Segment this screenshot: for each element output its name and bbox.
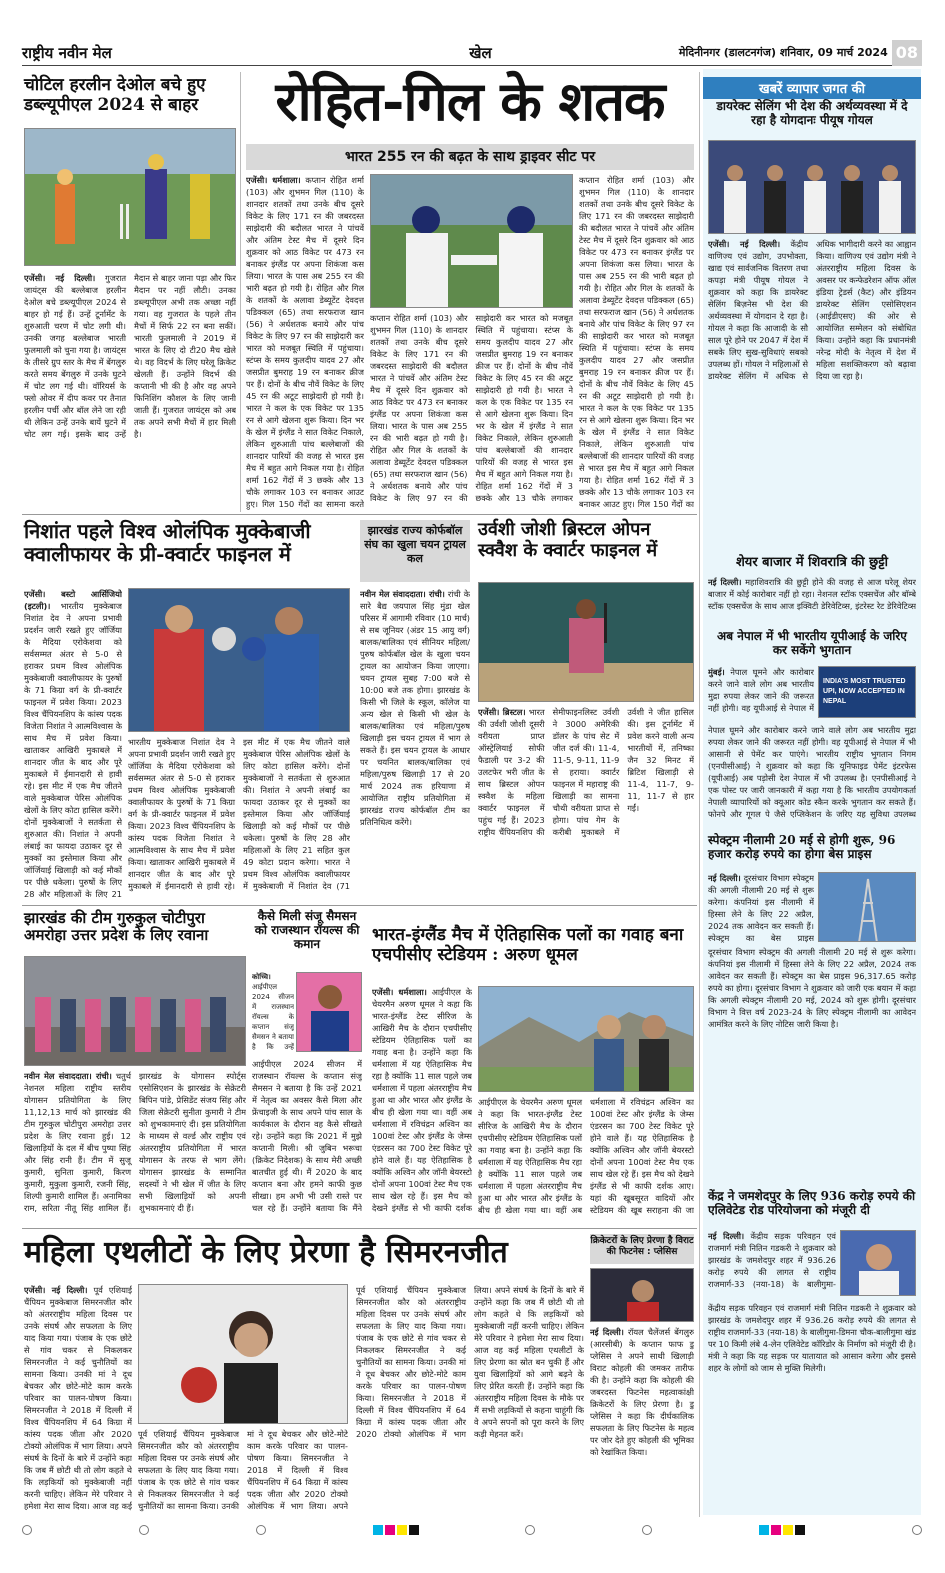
registration-mark-icon — [256, 1525, 266, 1535]
goyal-body — [708, 238, 916, 554]
highway-text-continued: केंद्रीय सड़क परिवहन एवं राजमार्ग मंत्री नितिन गडकरी ने शुक्रवार को झारखंड के जमशेदपुर शहर में 936.26 करोड़ रुपये की लागत से राष्ट्रीय राजमार्ग-33 (नया-18) के बालीगुमा-डिमना चौक-बालीगुमा खंड पर 10 किमी लंबे 4-लेन एलिवेटेड कॉरिडोर के निर्माण को मंजूरी दी है। मंत्री ने कहा कि यह सड़क पर यातायात को आसान करेगा और इससे शहर के लोगों को जाम से मुक्ति मिलेगी। — [708, 1303, 916, 1373]
urvashi-byline: एजेंसी। ब्रिस्टल। — [478, 707, 526, 717]
team-text: चतुर्थ नेशनल महिला राष्ट्रीय स्तरीय योगासन प्रतियोगिता के लिए 11,12,13 मार्च को झारखंड की टीम गुरुकुल चोटीपुरा अमरोहा उत्तर प्रदेश के लिए रवाना हुई। 12 खिलाड़ियों के दल में बीच पुष्पा सिंह और सिंह रानी हैं। टीम में सुजू कुमारी, सुनिता कुमारी, किरण कुमारी, मुकुला कुमारी, रजनी सिंह, शिल्पी कुमारी शामिल हैं। अनामिका राम, सरिता नीतू सिंह शामिल हैं। झारखंड के योगासन स्पोर्ट्स एसोसिएशन के झारखंड के सेक्रेटरी बिपिन पांडे, प्रेसिडेंट संजय सिंह और जिला सेक्रेटरी सुनीता कुमारी ने टीम को शुभकामनाएं दी। इस प्रतियोगिता के माध्यम से वर्ल्ड और राष्ट्रीय एवं अंतरराष्ट्रीय प्रतियोगिता में भारत योगासन के तरफ से भाग लेंगे। योगासन झारखंड के सम्मानित सदस्यों ने भी खेल में जीत के लिए सभी खिलाड़ियों को अपनी शुभकामनाएं दी हैं। — [24, 1071, 246, 1213]
registration-mark-icon — [139, 1525, 149, 1535]
upi-headline: अब नेपाल में भी भारतीय यूपीआई के जरिए कर सकेंगे भुगतान — [717, 629, 907, 657]
upi-text: नेपाल घूमने और कारोबार करने जाने वाले लोग अब भारतीय मुद्रा रुपया लेकर जाने की जरूरत नहीं होगी। वह यूपीआई से नेपाल में — [708, 667, 814, 713]
simran-photo — [138, 1284, 348, 1424]
simran-body-left — [24, 1284, 132, 1512]
dharamshala-text-continued: आईपीएल के चेयरमैन अरुण धूमल ने कहा कि भारत-इंग्लैंड टेस्ट सीरिज के आखिरी मैच के दौरान एचपीसीए स्टेडियम ऐतिहासिक पलों का गवाह बना है। उन्होंने कहा कि धर्मशाला में यह ऐतिहासिक मैच रहा है क्योंकि 11 साल पहले जब धर्मशाला में पहला अंतरराष्ट्रीय मैच हुआ था और भारत और इंग्लैंड के बीच ही खेला गया था। वहीं अब धर्मशाला में रविचंद्रन अश्विन का 100वां टेस्ट और इंग्लैंड के जेम्स एंडरसन का 700 टेस्ट विकेट पूरे होने वाले हैं। यह ऐतिहासिक है क्योंकि अश्विन और जॉनी बेयरस्टो दोनों अपना 100वां टेस्ट मैच एक साथ खेल रहे हैं। इस मैच को देखने इंग्लैंड से भी काफी दर्शक आए। यहां की खूबसूरत वादियों और स्टेडियम की खूब सराहना की जा — [478, 1097, 694, 1215]
urvashi-headline: उर्वशी जोशी ब्रिस्टल ओपन स्क्वैश के क्वार्टर फाइनल में — [478, 519, 658, 561]
highway-headline: केंद्र ने जमशेदपुर के लिए 936 करोड़ रुपये की एलिवेटेड रोड परियोजना को मंजूरी दी — [708, 1189, 916, 1217]
print-registration-strip — [22, 1524, 922, 1536]
highway-photo — [840, 1230, 916, 1296]
page-number: 08 — [892, 40, 922, 66]
business-banner: खबरें व्यापार जगत की — [703, 77, 921, 99]
harleen-body — [24, 272, 236, 508]
dharamshala-headline: भारत-इंग्लैंड मैच में ऐतिहासिक पलों का गवाह बना एचपीसीए स्टेडियम : अरुण धूमल — [372, 925, 684, 965]
lead-text: कप्तान रोहित शर्मा (103) और शुभमन गिल (110) के शानदार शतकों तथा उनके बीच दूसरे विकेट के लिए 171 रन की जबरदस्त साझेदारी की बदौलत भारत ने पांचवें और अंतिम टेस्ट मैच में दूसरे दिन शुक्रवार को आठ विकेट पर 473 रन बनाकर इंग्लैंड पर अपना शिकंजा कस लिया। भारत के पास अब 255 रन की भारी बढ़त हो गयी है। रोहित और गिल के शतकों के अलावा डेब्यूटेंट देवदत्त पडिक्कल (65) तथा सरफराज खान (56) ने अर्धशतक बनाये और पांच विकेट के लिए 97 रन की साझेदारी कर भारत को मजबूत स्थिति में पहुंचाया। स्टंप्स के समय कुलदीप यादव 27 और जसप्रीत बुमराह 19 रन बनाकर क्रीज पर हैं। दोनों के बीच नौवें विकेट के लिए 45 रन की अटूट साझेदारी हो गयी है। भारत ने कल के एक विकेट पर 135 रन से आगे खेलना शुरू किया। दिन भर के खेल में इंग्लैंड ने सात विकेट निकाले, लेकिन शुरुआती पांच बल्लेबाजों की शानदार पारियों की वजह से भारत इस मैच में बहुत आगे निकल गया है। रोहित शर्मा 162 गेंदों में 3 छक्के और 13 चौके लगाकर 103 रन बनाकर आउट हुए। गिल 150 गेंदों का सामना करते — [246, 175, 364, 509]
lead-subhead: भारत 255 रन की बढ़त के साथ ड्राइवर सीट पर — [246, 144, 694, 170]
dharamshala-body-right — [478, 1096, 694, 1224]
highway-byline: नई दिल्ली। — [708, 1231, 745, 1241]
sanju-text-continued: आईपीएल 2024 सीजन में राजस्थान रॉयल्स के कप्तान संजू सैमसन ने बताया है कि उन्हें 2021 में नेतृत्व का अवसर कैसे मिला और फ्रेंचाइजी के साथ अपने पांच साल के कार्यकाल के दौरान वह कैसे सीखते रहे। उन्होंने कहा कि 2021 में मुझे कप्तानी मिली। श्री जुबिन भरूचा (क्रिकेट निदेशक) के साथ मेरी अच्छी बातचीत हुई थी। मैं 2020 के बाद कप्तान बना और हमने काफी कुछ सीखा। हम अभी भी उसी रास्ते पर चल रहे हैं। उन्होंने बताया कि मैंने — [252, 1059, 362, 1213]
registration-mark-icon — [22, 1525, 32, 1535]
simran-text-continued: पूर्व एशियाई चैंपियन मुक्केबाज सिमरनजीत कौर को अंतरराष्ट्रीय महिला दिवस पर उनके संघर्ष और सफलता के लिए याद किया गया। पंजाब के एक छोटे से गांव चकर से निकलकर सिमरनजीत ने कई चुनौतियों का सामना किया। उनकी मां ने दूध बेचकर और छोटे-मोटे काम करके परिवार का पालन-पोषण किया। सिमरनजीत ने 2018 में दिल्ली में विश्व चैंपियनशिप में 64 किग्रा में कांस्य पदक जीता और 2020 टोक्यो ओलंपिक में भाग लिया। अपने — [138, 1429, 348, 1511]
dharamshala-photo — [478, 986, 694, 1092]
lead-body-center — [370, 312, 573, 510]
highway-body — [708, 1302, 916, 1512]
lead-headline: रोहित-गिल के शतक — [275, 69, 665, 133]
urvashi-text: भारत की उर्वशी जोशी दूसरी वरीयता प्राप्त ऑस्ट्रेलियाई सोफी फैडाली पर 3-2 की उलटफेर भरी जीत के साथ ब्रिस्टल ओपन स्क्वैश के महिला क्वार्टर फाइनल में पहुंच गई हैं। 2023 राष्ट्रीय चैंपियनशिप की सेमीफाइनलिस्ट उर्वशी ने 3000 अमेरिकी डॉलर के पांच सेट में जीत दर्ज की। 11-4, 11-5, 9-11, 11-9 से हराया। क्वार्टर फाइनल में महाराष्ट्र की खिलाड़ी का सामना चौथी वरीयता प्राप्त से होगा। पांच गेम के करीबी मुकाबले में उर्वशी ने जीत हासिल की। इस टूर्नामेंट में प्रवेश करने वाली अन्य भारतीयों में, तनिष्का जैन 32 मिनट में ब्रिटिश खिलाड़ी से 11-4, 11-7, 9-11, 11-7 से हार गईं। — [478, 707, 694, 837]
registration-mark-icon — [525, 1525, 535, 1535]
goyal-text: केंद्रीय वाणिज्य एवं उद्योग, उपभोक्ता, खाद्य एवं सार्वजनिक वितरण तथा कपड़ा मंत्री पीयूष गोयल ने शुक्रवार को कहा कि डायरेक्ट सेलिंग बिज़नेस भी देश की अर्थव्यवस्था में योगदान दे रहा है। गोयल ने कहा कि आजादी के सौ साल पूरे होने पर 2047 में देश में सबके लिए सुख-सुविधाएं सबको उपलब्ध हों। गोयल ने महिलाओं से डायरेक्ट सेलिंग में अधिक से अधिक भागीदारी करने का आह्वान किया। वाणिज्य एवं उद्योग मंत्री ने अंतरराष्ट्रीय महिला दिवस के अवसर पर कन्फेडरेशन ऑफ ऑल इंडिया ट्रेडर्स (कैट) और इंडियन डायरेक्ट सेलिंग एसोसिएशन (आईडीएसए) की ओर से आयोजित सम्मेलन को संबोधित किया। उन्होंने कहा कि प्रधानमंत्री नरेन्द्र मोदी के नेतृत्व में देश में महिला सशक्तिकरण को बढ़ावा दिया जा रहा है। — [708, 239, 916, 381]
registration-mark-icon — [642, 1525, 652, 1535]
team-body — [24, 1070, 246, 1224]
harleen-byline: एजेंसी। नई दिल्ली। — [24, 273, 96, 283]
team-byline: नवीन मेल संवाददाता। रांची। — [24, 1071, 112, 1081]
upi-inset — [818, 666, 916, 718]
goyal-photo — [708, 140, 916, 234]
korfball-text: रांची के सारे बैद्य जयपाल सिंह मुंडा खेल परिसर में आगामी रविवार (10 मार्च) से सब जूनियर (अंडर 15 आयु वर्ग) बालक/बालिका एवं सीनियर महिला/पुरुष कोर्फबॉल खेल के खुला चयन ट्रायल का आयोजन किया जाएगा। चयन ट्रायल सुबह 7:00 बजे से 10:00 बजे तक होगा। झारखंड के किसी भी जिले के स्कूल, कॉलेज या अन्य खेल से किसी भी खेल के बालक/बालिका एवं महिला/पुरुष खिलाड़ी इस चयन ट्रायल में भाग ले सकते हैं। इस चयन ट्रायल के आधार पर चयनित बालक/बालिका एवं महिला/पुरुष खिलाड़ी 17 से 20 मार्च 2024 तक हरियाणा में आयोजित राष्ट्रीय प्रतियोगिता में झारखंड राज्य कोर्फबॉल टीम का प्रतिनिधित्व करेंगे। — [360, 589, 470, 827]
urvashi-photo — [478, 582, 694, 702]
simran-byline: एजेंसी। नई दिल्ली। — [24, 1285, 88, 1295]
nishant-body-right — [128, 736, 350, 900]
spectrum-headline: स्पेक्ट्रम नीलामी 20 मई से होगी शुरू, 96 हजार करोड़ रुपये का होगा बेस प्राइस — [708, 833, 896, 861]
nishant-byline: एजेंसी। बस्टो आर्सिजियो (इटली)। — [24, 589, 122, 611]
spectrum-byline: नई दिल्ली। — [708, 873, 741, 883]
simran-body-mid — [138, 1428, 348, 1512]
nishant-photo — [128, 588, 350, 732]
market-byline: नई दिल्ली। — [708, 577, 742, 587]
lead-body-left — [246, 174, 364, 510]
sanju-text: आईपीएल 2024 सीजन में राजस्थान रॉयल्स के कप्तान संजू सैमसन ने बताया है कि उन्हें — [252, 983, 294, 1051]
simran-text-continued-2: पूर्व एशियाई चैंपियन मुक्केबाज सिमरनजीत कौर को अंतरराष्ट्रीय महिला दिवस पर उनके संघर्ष और सफलता के लिए याद किया गया। पंजाब के एक छोटे से गांव चकर से निकलकर सिमरनजीत ने कई चुनौतियों का सामना किया। उनकी मां ने दूध बेचकर और छोटे-मोटे काम करके परिवार का पालन-पोषण किया। सिमरनजीत ने 2018 में दिल्ली में विश्व चैंपियनशिप में 64 किग्रा में कांस्य पदक जीता और 2020 टोक्यो ओलंपिक में भाग लिया। अपने संघर्ष के दिनों के बारे में उन्होंने कहा कि जब मैं छोटी थी तो लोग कहते थे कि लड़कियों को मुक्केबाजी नहीं करनी चाहिए। लेकिन मेरे परिवार ने हमेशा मेरा साथ दिया। आज वह कई महिला एथलीटों के लिए प्रेरणा का स्रोत बन चुकी हैं और युवा खिलाड़ियों को आगे बढ़ने के लिए प्रेरित करती हैं। उन्होंने कहा कि अंतरराष्ट्रीय महिला दिवस के मौके पर मैं सभी लड़कियों से कहना चाहूंगी कि वे अपने सपनों को पूरा करने के लिए कड़ी मेहनत करें। — [356, 1285, 584, 1439]
spectrum-body — [708, 946, 916, 1186]
market-body — [708, 576, 916, 626]
sanju-photo — [296, 972, 362, 1052]
highway-body-left — [708, 1230, 836, 1300]
simran-body-right — [356, 1284, 584, 1512]
korfball-byline: नवीन मेल संवाददाता। रांची। — [360, 589, 445, 599]
spectrum-text-continued: दूरसंचार विभाग स्पेक्ट्रम की अगली नीलामी 20 मई से शुरू करेगा। कंपनियां इस नीलामी में हिस्सा लेने के लिए 22 अप्रैल, 2024 तक आवेदन कर सकती हैं। स्पेक्ट्रम का बेस प्राइस 96,317.65 करोड़ रुपये का होगा। दूरसंचार विभाग ने शुक्रवार को जारी एक बयान में कहा कि अगली स्पेक्ट्रम नीलामी 20 मई, 2024 को शुरू होगी। दूरसंचार विभाग ने वित्त वर्ष 2023-24 के लिए स्पेक्ट्रम नीलामी का आवेदन आमंत्रित करने के लिए नोटिस जारी किया है। — [708, 947, 916, 1029]
lead-text-continued: कप्तान रोहित शर्मा (103) और शुभमन गिल (110) के शानदार शतकों तथा उनके बीच दूसरे विकेट के लिए 171 रन की जबरदस्त साझेदारी की बदौलत भारत ने पांचवें और अंतिम टेस्ट मैच में दूसरे दिन शुक्रवार को आठ विकेट पर 473 रन बनाकर इंग्लैंड पर अपना शिकंजा कस लिया। भारत के पास अब 255 रन की भारी बढ़त हो गयी है। रोहित और गिल के शतकों के अलावा डेब्यूटेंट देवदत्त पडिक्कल (65) तथा सरफराज खान (56) ने अर्धशतक बनाये और पांच विकेट के लिए 97 रन की साझेदारी कर भारत को मजबूत स्थिति में पहुंचाया। स्टंप्स के समय कुलदीप यादव 27 और जसप्रीत बुमराह 19 रन बनाकर क्रीज पर हैं। दोनों के बीच नौवें विकेट के लिए 45 रन की अटूट साझेदारी हो गयी है। भारत ने कल के एक विकेट पर 135 रन से आगे खेलना शुरू किया। दिन भर के खेल में इंग्लैंड ने सात विकेट निकाले, लेकिन शुरुआती पांच बल्लेबाजों की शानदार पारियों की वजह से भारत इस मैच में बहुत आगे निकल गया है। रोहित शर्मा 162 गेंदों में 3 छक्के और 13 चौके लगाकर — [370, 313, 573, 503]
simran-headline: महिला एथलीटों के लिए प्रेरणा है सिमरनजीत — [24, 1235, 508, 1270]
sanju-headline: कैसे मिली संजू सैमसन को राजस्थान रॉयल्स की कमान — [254, 909, 360, 951]
nishant-body-left — [24, 588, 122, 900]
upi-text-continued: नेपाल घूमने और कारोबार करने जाने वाले लोग अब भारतीय मुद्रा रुपया लेकर जाने की जरूरत नहीं होगी। वह यूपीआई से नेपाल में भी आसानी से पेमेंट कर पाएंगे। भारतीय राष्ट्रीय भुगतान निगम (एनपीसीआई) ने शुक्रवार को कहा कि यूनिफाइड पेमेंट इंटरफेस (यूपीआई) अब पड़ोसी देश नेपाल में भी उपलब्ध है। एनपीसीआई ने एक पोस्ट पर जारी जानकारी में कहा गया है कि भारतीय उपयोगकर्ता नेपाली व्यापारियों को क्यूआर कोड स्कैन करके भुगतान कर सकते हैं। फोनपे और गूगल पे जैसे एप्लिकेशन के जरिए यह सुविधा उपलब्ध — [708, 725, 916, 819]
upi-body — [708, 724, 916, 832]
place-date: मेदिनीनगर (डालटनगंज) शनिवार, 09 मार्च 2024 — [678, 46, 888, 59]
simran-text: पूर्व एशियाई चैंपियन मुक्केबाज सिमरनजीत कौर को अंतरराष्ट्रीय महिला दिवस पर उनके संघर्ष और सफलता के लिए याद किया गया। पंजाब के एक छोटे से गांव चकर से निकलकर सिमरनजीत ने कई चुनौतियों का सामना किया। उनकी मां ने दूध बेचकर और छोटे-मोटे काम करके परिवार का पालन-पोषण किया। सिमरनजीत ने 2018 में दिल्ली में विश्व चैंपियनशिप में 64 किग्रा में कांस्य पदक जीता और 2020 टोक्यो ओलंपिक में भाग लिया। अपने संघर्ष के दिनों के बारे में उन्होंने कहा कि जब मैं छोटी थी तो लोग कहते थे कि लड़कियों को मुक्केबाजी नहीं करनी चाहिए। लेकिन मेरे परिवार ने हमेशा मेरा साथ दिया। आज वह कई — [24, 1285, 132, 1511]
paper-name: राष्ट्रीय नवीन मेल — [22, 43, 112, 62]
market-headline: शेयर बाजार में शिवरात्रि की छुट्टी — [735, 555, 889, 570]
team-headline: झारखंड की टीम गुरुकुल चोटीपुरा अमरोहा उत्तर प्रदेश के लिए रवाना — [24, 909, 209, 945]
harleen-headline: चोटिल हरलीन देओल बचे हुए डब्ल्यूपीएल 2024 से बाहर — [24, 75, 206, 115]
sanju-byline: कोच्चि। — [252, 973, 271, 981]
upi-body-left — [708, 666, 814, 722]
sanju-body-left — [252, 972, 294, 1056]
market-text: महाशिवरात्रि की छुट्टी होने की वजह से आज घरेलू शेयर बाजार में कोई कारोबार नहीं हो रहा। नेशनल स्टॉक एक्सचेंज और बॉम्बे स्टॉक एक्सचेंज के साथ आज इक्विटी डेरिवेटिव्स, इंटरेस्ट रेट डेरिवेटिव्स — [708, 577, 916, 611]
harleen-photo — [24, 128, 236, 266]
masthead — [22, 40, 922, 66]
team-photo — [24, 956, 246, 1066]
lead-byline: एजेंसी। धर्मशाला। — [246, 175, 301, 185]
kohli-body — [590, 1326, 694, 1512]
goyal-byline: एजेंसी। नई दिल्ली। — [708, 239, 781, 249]
dharamshala-byline: एजेंसी। धर्मशाला। — [372, 987, 427, 997]
lead-photo — [370, 174, 573, 308]
dharamshala-body-left — [372, 986, 472, 1224]
dharamshala-text: आईपीएल के चेयरमैन अरुण धूमल ने कहा कि भारत-इंग्लैंड टेस्ट सीरिज के आखिरी मैच के दौरान एचपीसीए स्टेडियम ऐतिहासिक पलों का गवाह बना है। उन्होंने कहा कि धर्मशाला में यह ऐतिहासिक मैच रहा है क्योंकि 11 साल पहले जब धर्मशाला में पहला अंतरराष्ट्रीय मैच हुआ था और भारत और इंग्लैंड के बीच ही खेला गया था। वहीं अब धर्मशाला में रविचंद्रन अश्विन का 100वां टेस्ट और इंग्लैंड के जेम्स एंडरसन का 700 टेस्ट विकेट पूरे होने वाले हैं। यह ऐतिहासिक है क्योंकि अश्विन और जॉनी बेयरस्टो दोनों अपना 100वां टेस्ट मैच एक साथ खेल रहे हैं। इस मैच को देखने इंग्लैंड से भी काफी दर्शक — [372, 987, 472, 1213]
registration-mark-icon — [912, 1525, 922, 1535]
kohli-byline: नई दिल्ली। — [590, 1327, 624, 1337]
highway-text: केंद्रीय सड़क परिवहन एवं राजमार्ग मंत्री नितिन गडकरी ने शुक्रवार को झारखंड के जमशेदपुर शहर में 936.26 करोड़ रुपये की लागत से राष्ट्रीय राजमार्ग-33 (नया-18) के बालीगुमा- — [708, 1231, 836, 1289]
spectrum-text: दूरसंचार विभाग स्पेक्ट्रम की अगली नीलामी 20 मई से शुरू करेगा। कंपनियां इस नीलामी में हिस्सा लेने के लिए 22 अप्रैल, 2024 तक आवेदन कर सकती हैं। स्पेक्ट्रम का बेस प्राइस — [708, 873, 814, 943]
harleen-text: गुजरात जायंट्स की बल्लेबाज हरलीन देओल बचे डब्ल्यूपीएल 2024 से बाहर हो गई हैं। उन्हें टूर्नामेंट के शुरुआती चरण में चोट लगी थी। उनकी जगह बल्लेबाज भारती फुलमाली को चुना गया है। जायंट्स के तीसरे ग्रुप स्तर के मैच में बेंगलुरु करते समय बेंगलुरु में उनके घुटने में चोट लग गई थी। वॉरियर्स के फ्लो ओवर में दीप कवर पर तैनात हरलीन पर्ची और बॉल लेने जा रही थी लेकिन उन्हें उनके बायें घुटने में चोट लग गई। इसके बाद उन्हें मैदान से बाहर जाना पड़ा और फिर मैदान पर नहीं लौटी। उनका डब्ल्यूपीएल अभी तक अच्छा नहीं गया। वह गुजरात के पहले तीन मैचों में सिर्फ 22 रन बना सकीं। भारती फुलमाली ने 2019 में भारत के लिए दो टी20 मैच खेले थे। वह विदर्भ के लिए घरेलू क्रिकेट खेलती हैं। उन्होंने विदर्भ की कप्तानी भी की है और वह अपने फिनिशिंग कौशल के लिए जानी जाती हैं। गुजरात जायंट्स को अब तक अपने सभी मैचों में हार मिली है। — [24, 273, 236, 439]
color-swatches-right — [759, 1525, 805, 1535]
kohli-photo — [590, 1268, 694, 1322]
color-swatches — [373, 1525, 419, 1535]
upi-byline: मुंबई। — [708, 667, 725, 677]
sanju-body — [252, 1058, 362, 1224]
korfball-body — [360, 588, 470, 900]
nishant-headline: निशांत पहले विश्व ओलंपिक मुक्केबाजी क्वालीफायर के प्री-क्वार्टर फाइनल में — [24, 519, 311, 566]
nishant-text-continued: भारतीय मुक्केबाज निशांत देव ने अपना प्रभावी प्रदर्शन जारी रखते हुए जॉर्जिया के मैदिया एरोकेशवा को सर्वसम्मत अंतर से 5-0 से हराकर प्रथम विश्व ओलंपिक मुक्केबाजी क्वालीफायर के पुरुषों के 71 किग्रा वर्ग के प्री-क्वार्टर फाइनल में प्रवेश किया। 2023 विश्व चैंपियनशिप के कांस्य पदक विजेता निशांत ने आत्मविश्वास के साथ मैच में प्रवेश किया। खाताकर आखिरी मुकाबले में शानदार जीत के बाद और पूरे मुकाबले में ईमानदारी से हावी रहे। इस मीट में एक मैच जीतने वाले मुक्केबाज पेरिस ओलंपिक खेलों के लिए कोटा हासिल करेंगे। दोनों मुक्केबाजों ने सतर्कता से शुरुआत की। निशांत ने अपनी लंबाई का फायदा उठाकर दूर से मुक्कों का इस्तेमाल किया और जॉर्जियाई खिलाड़ी को कई मौकों पर पीछे धकेला। पुरुषों के लिए 28 और महिलाओं के लिए 21 सहित कुल 49 कोटा प्रदान करेगा। भारत ने प्रथम विश्व ओलंपिक क्वालीफायर में मुक्केबाजी में निशांत देव (71 — [128, 737, 350, 891]
goyal-headline: डायरेक्ट सेलिंग भी देश की अर्थव्यवस्था में दे रहा है योगदानः पीयूष गोयल — [716, 99, 908, 127]
section-name: खेल — [282, 43, 679, 63]
spectrum-body-left — [708, 872, 814, 944]
lead-text-continued-2: कप्तान रोहित शर्मा (103) और शुभमन गिल (110) के शानदार शतकों तथा उनके बीच दूसरे विकेट के लिए 171 रन की जबरदस्त साझेदारी की बदौलत भारत ने पांचवें और अंतिम टेस्ट मैच में दूसरे दिन शुक्रवार को आठ विकेट पर 473 रन बनाकर इंग्लैंड पर अपना शिकंजा कस लिया। भारत के पास अब 255 रन की भारी बढ़त हो गयी है। रोहित और गिल के शतकों के अलावा डेब्यूटेंट देवदत्त पडिक्कल (65) तथा सरफराज खान (56) ने अर्धशतक बनाये और पांच विकेट के लिए 97 रन की साझेदारी कर भारत को मजबूत स्थिति में पहुंचाया। स्टंप्स के समय कुलदीप यादव 27 और जसप्रीत बुमराह 19 रन बनाकर क्रीज पर हैं। दोनों के बीच नौवें विकेट के लिए 45 रन की अटूट साझेदारी हो गयी है। भारत ने कल के एक विकेट पर 135 रन से आगे खेलना शुरू किया। दिन भर के खेल में इंग्लैंड ने सात विकेट निकाले, लेकिन शुरुआती पांच बल्लेबाजों की शानदार पारियों की वजह से भारत इस मैच में बहुत आगे निकल गया है। रोहित शर्मा 162 गेंदों में 3 छक्के और 13 चौके लगाकर 103 रन बनाकर आउट हुए। गिल 150 गेंदों का — [579, 175, 694, 509]
spectrum-photo — [818, 872, 916, 942]
kohli-headline: क्रिकेटरों के लिए प्रेरणा है विराट की फिटनेस : प्लेसिस — [590, 1234, 694, 1264]
lead-body-right — [579, 174, 694, 510]
urvashi-body — [478, 706, 694, 900]
upi-inset-text: INDIA'S MOST TRUSTED UPI, NOW ACCEPTED IN NEPAL — [823, 678, 906, 705]
korfball-headline: झारखंड राज्य कोर्फबॉल संघ का खुला चयन ट्रायल कल — [360, 520, 470, 582]
kohli-text: रॉयल चैलेंजर्स बेंगलुरु (आरसीबी) के कप्तान फाफ डु प्लेसिस ने अपने साथी खिलाड़ी विराट कोहली की जमकर तारीफ की है। उन्होंने कहा कि कोहली की जबरदस्त फिटनेस महत्वाकांक्षी क्रिकेटरों के लिए प्रेरणा है। डु प्लेसिस ने कहा कि दीर्घकालिक सफलता के लिए फिटनेस के महत्व पर जोर देते हुए कोहली की भूमिका को रेखांकित किया। — [590, 1327, 694, 1457]
nishant-text: भारतीय मुक्केबाज निशांत देव ने अपना प्रभावी प्रदर्शन जारी रखते हुए जॉर्जिया के मैदिया एरोकेशवा को सर्वसम्मत अंतर से 5-0 से हराकर प्रथम विश्व ओलंपिक मुक्केबाजी क्वालीफायर के पुरुषों के 71 किग्रा वर्ग के प्री-क्वार्टर फाइनल में प्रवेश किया। 2023 विश्व चैंपियनशिप के कांस्य पदक विजेता निशांत ने आत्मविश्वास के साथ मैच में प्रवेश किया। खाताकर आखिरी मुकाबले में शानदार जीत के बाद और पूरे मुकाबले में ईमानदारी से हावी रहे। इस मीट में एक मैच जीतने वाले मुक्केबाज पेरिस ओलंपिक खेलों के लिए कोटा हासिल करेंगे। दोनों मुक्केबाजों ने सतर्कता से शुरुआत की। निशांत ने अपनी लंबाई का फायदा उठाकर दूर से मुक्कों का इस्तेमाल किया और जॉर्जियाई खिलाड़ी को कई मौकों पर पीछे धकेला। पुरुषों के लिए 28 और महिलाओं के लिए 21 — [24, 601, 122, 899]
